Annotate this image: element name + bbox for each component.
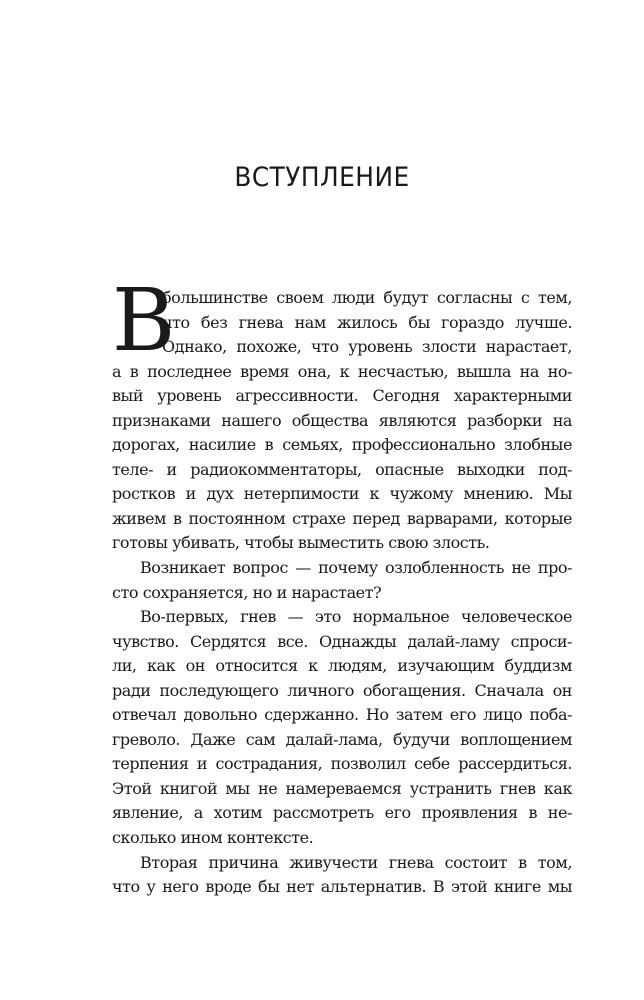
text-line: дорогах, насилие в семьях, профессионально злобные xyxy=(112,435,572,455)
text-line: что у него вроде бы нет альтернатив. В этой книге мы xyxy=(112,877,572,897)
text-line: теле- и радиокомментаторы, опасные выходки под- xyxy=(112,459,572,479)
text-line: признаками нашего общества являются разборки на xyxy=(112,410,572,430)
text-line: а в последнее время она, к несчастью, вышла на но- xyxy=(112,361,572,381)
text-line: ли, как он относится к людям, изучающим буддизм xyxy=(112,656,572,676)
text-line: сколько ином контексте. xyxy=(112,828,314,848)
text-line: отвечал довольно сдержанно. Но затем его лицо поба- xyxy=(112,705,572,725)
text-line: Возникает вопрос — почему озлобленность не про- xyxy=(140,558,572,578)
text-line: Во-первых, гнев — это нормальное человеческое xyxy=(140,607,572,627)
text-line: готовы убивать, чтобы выместить свою злость. xyxy=(112,533,490,553)
text-line: вый уровень агрессивности. Сегодня характерными xyxy=(112,386,572,406)
text-line: явление, а хотим рассмотреть его проявления в не- xyxy=(112,803,572,823)
text-line: большинстве своем люди будут согласны с тем, xyxy=(162,288,572,307)
text-line: что без гнева нам жилось бы гораздо лучше. xyxy=(162,312,572,332)
text-line: греволо. Даже сам далай-лама, будучи воплощением xyxy=(112,729,572,749)
text-line: ростков и дух нетерпимости к чужому мнению. Мы xyxy=(112,484,572,504)
text-line: терпения и сострадания, позволил себе рассердиться. xyxy=(112,754,572,774)
text-line: чувство. Сердятся все. Однажды далай-ламу спроси- xyxy=(112,631,572,651)
text-line: ради последующего личного обогащения. Сначала он xyxy=(112,680,572,700)
text-line: Однако, похоже, что уровень злости нарастает, xyxy=(162,337,572,357)
text-line: сто сохраняется, но и нарастает? xyxy=(112,582,382,602)
text-line: Вторая причина живучести гнева состоит в том, xyxy=(140,852,572,872)
chapter-title: ВСТУПЛЕНИЕ xyxy=(234,162,410,193)
text-line: Этой книгой мы не намереваемся устранить гнев как xyxy=(112,778,572,798)
text-line: живем в постоянном страхе перед варварами, которые xyxy=(112,508,572,528)
drop-cap: В xyxy=(112,271,176,371)
body-text xyxy=(112,271,572,900)
